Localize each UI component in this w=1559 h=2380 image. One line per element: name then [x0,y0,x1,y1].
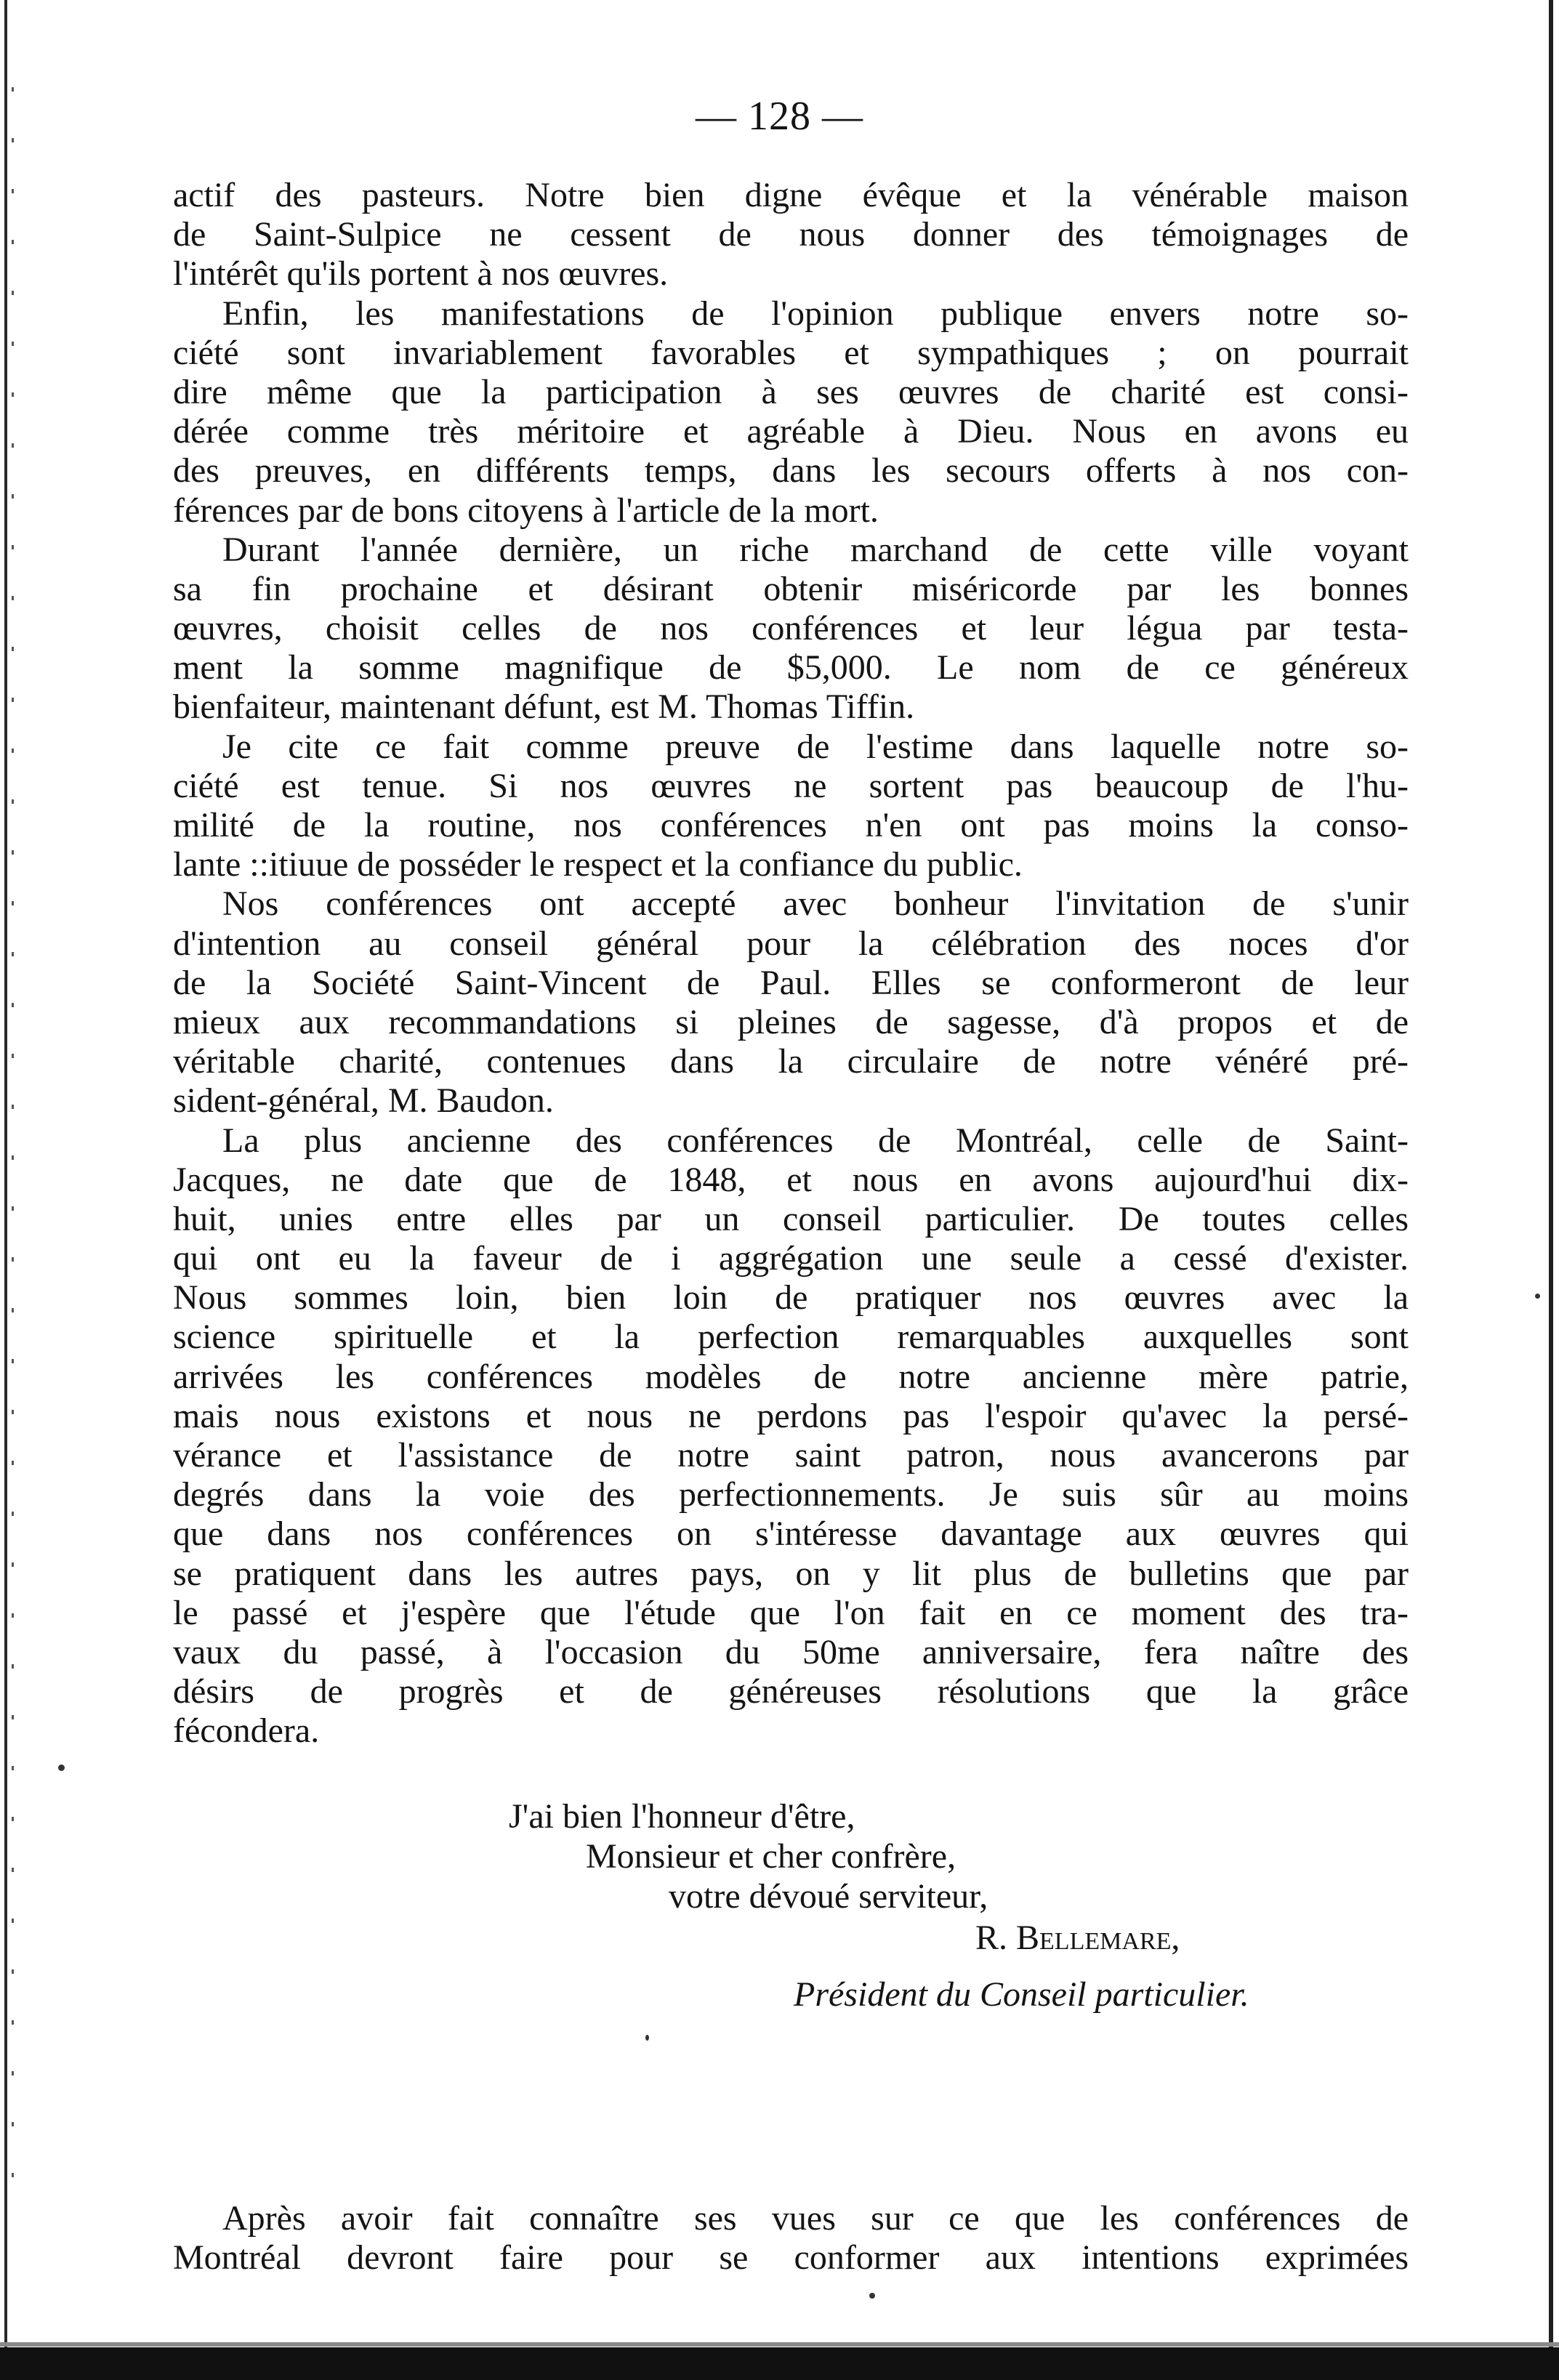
paragraph [173,884,1409,1121]
closing-line-3: votre dévoué serviteur, [669,1877,988,1916]
text-line: actif des pasteurs. Notre bien digne évêque et la vénérable maison [173,176,1409,214]
paragraph [173,2198,1409,2277]
text-line: Nos conférences ont accepté avec bonheur l'invitation de s'unir [222,884,1409,924]
text-line: Jacques, ne date que de 1848, et nous en avons aujourd'hui dix- [173,1160,1409,1199]
text-line: œuvres, choisit celles de nos conférences et leur légua par testa- [173,609,1409,648]
text-line: Après avoir fait connaître ses vues sur ce que les conférences de [222,2199,1409,2238]
text-line: Enfin, les manifestations de l'opinion publique envers notre so- [222,294,1409,333]
text-line: de la Société Saint-Vincent de Paul. Elles se conformeront de leur [173,963,1409,1002]
text-line: milité de la routine, nos conférences n'en ont pas moins la conso- [173,806,1409,844]
scan-bottom-edge-light [0,2342,1559,2347]
text-line: ciété sont invariablement favorables et sympathiques ; on pourrait [173,333,1409,372]
text-line: bienfaiteur, maintenant défunt, est M. Thomas Tiffin. [173,687,915,727]
text-line: qui ont eu la faveur de i aggrégation une seule a cessé d'exister. [173,1239,1409,1278]
page-right-edge [1549,0,1553,2355]
text-line: véritable charité, contenues dans la circulaire de notre vénéré pré- [173,1042,1409,1081]
closing-line-2: Monsieur et cher confrère, [586,1837,956,1876]
ink-speck [869,2293,875,2299]
text-line: Nous sommes loin, bien loin de pratiquer nos œuvres avec la [173,1278,1409,1318]
text-line: Durant l'année dernière, un riche marchand de cette ville voyant [222,530,1409,569]
text-line: dire même que la participation à ses œuvres de charité est consi- [173,372,1409,411]
binding-specks [12,87,14,2195]
text-line: Je cite ce fait comme preuve de l'estime dans laquelle notre so- [222,727,1409,766]
signatory-name: R. Bellemare, [975,1919,1180,1957]
text-line: Montréal devront faire pour se conformer aux intentions exprimées [173,2238,1409,2278]
ink-speck [58,1764,65,1771]
paragraph [173,531,1409,727]
text-line: ciété est tenue. Si nos œuvres ne sortent pas beaucoup de l'hu- [173,766,1409,805]
page-binding-edge [4,0,7,2355]
text-line: dérée comme très méritoire et agréable à Dieu. Nous en avons eu [173,412,1409,451]
text-line: se pratiquent dans les autres pays, on y lit plus de bulletins que par [173,1554,1409,1593]
signatory-title: Président du Conseil particulier. [794,1975,1249,2014]
text-line: degrés dans la voie des perfectionnements. Je suis sûr au moins [173,1475,1409,1514]
text-line: le passé et j'espère que l'étude que l'on fait en ce moment des tra- [173,1593,1409,1632]
text-line: fécondera. [173,1711,320,1751]
text-line: de Saint-Sulpice ne cessent de nous donner des témoignages de [173,215,1409,254]
text-line: mais nous existons et nous ne perdons pas l'espoir qu'avec la persé- [173,1396,1409,1435]
text-line: d'intention au conseil général pour la célébration des noces d'or [173,924,1409,963]
text-line: que dans nos conférences on s'intéresse davantage aux œuvres qui [173,1514,1409,1554]
text-line: l'intérêt qu'ils portent à nos œuvres. [173,254,669,294]
text-line: La plus ancienne des conférences de Montréal, celle de Saint- [222,1121,1409,1160]
text-line: ment la somme magnifique de $5,000. Le nom de ce généreux [173,648,1409,687]
paragraph [173,294,1409,531]
paragraph [173,1121,1409,1751]
text-line: désirs de progrès et de généreuses résolutions que la grâce [173,1672,1409,1711]
paragraph [173,727,1409,885]
text-line: vaux du passé, à l'occasion du 50me anniversaire, fera naître des [173,1632,1409,1671]
text-line: science spirituelle et la perfection remarquables auxquelles sont [173,1318,1409,1357]
text-line: férences par de bons citoyens à l'article de la mort. [173,491,879,530]
text-line: sa fin prochaine et désirant obtenir miséricorde par les bonnes [173,569,1409,608]
text-line: lante ::itiuue de posséder le respect et la confiance du public. [173,845,1023,884]
text-line: des preuves, en différents temps, dans les secours offerts à nos con- [173,451,1409,491]
ink-speck [1535,1294,1540,1299]
text-line: mieux aux recommandations si pleines de sagesse, d'à propos et de [173,1002,1409,1041]
page-number: — 128 — [696,94,863,139]
text-line: arrivées les conférences modèles de notre ancienne mère patrie, [173,1357,1409,1396]
text-line: vérance et l'assistance de notre saint patron, nous avancerons par [173,1436,1409,1475]
body-text [173,176,1409,1751]
ink-speck [645,2035,649,2041]
closing-line-1: J'ai bien l'honneur d'être, [509,1797,855,1836]
text-line: sident-général, M. Baudon. [173,1081,554,1121]
scan-bottom-edge [0,2347,1559,2380]
final-paragraph [173,2198,1409,2277]
paragraph [173,176,1409,294]
text-line: huit, unies entre elles par un conseil particulier. De toutes celles [173,1199,1409,1238]
